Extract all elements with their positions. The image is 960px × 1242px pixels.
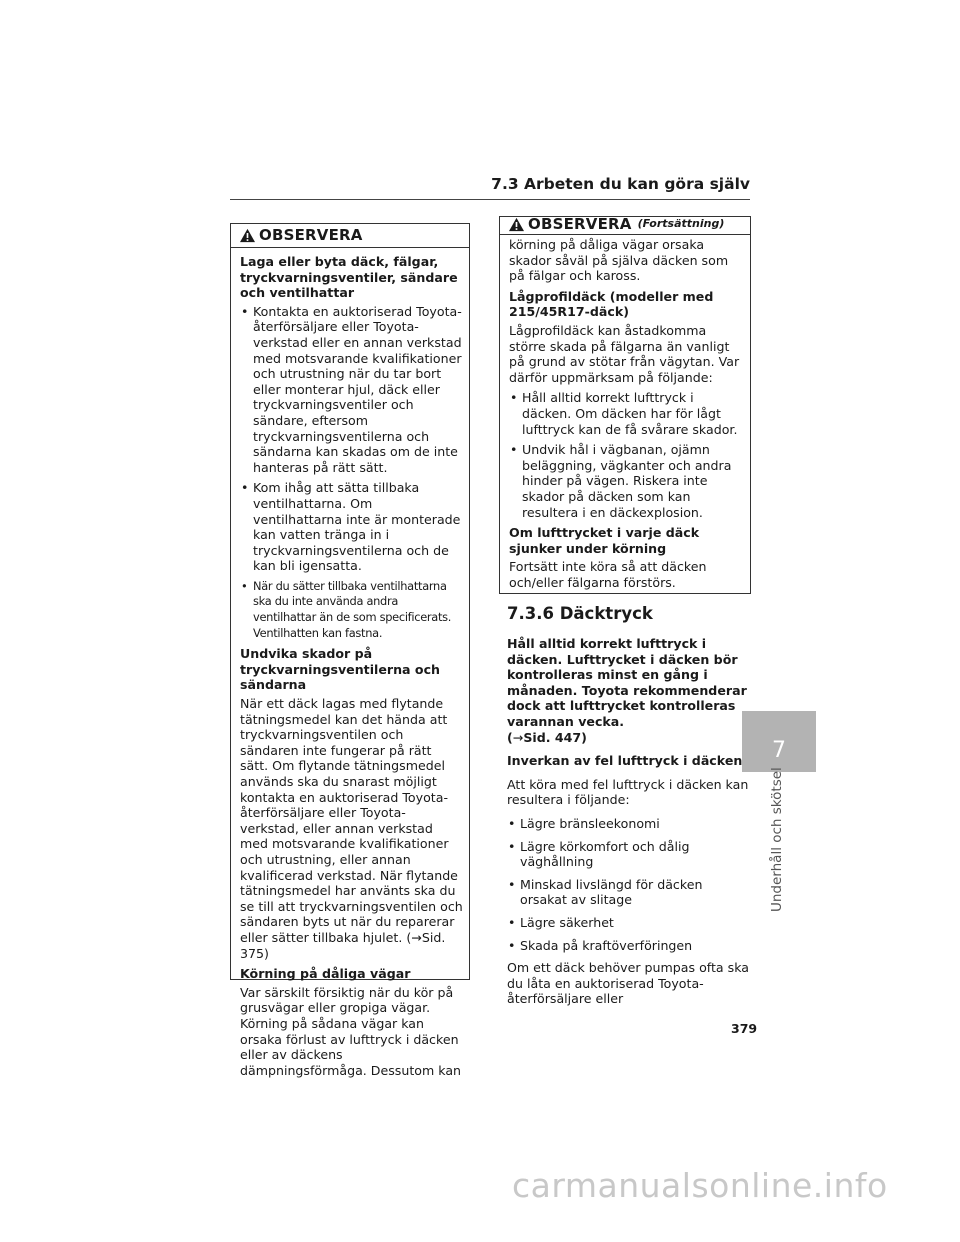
caution-title: OBSERVERA bbox=[259, 226, 363, 245]
chapter-label: Underhåll och skötsel bbox=[769, 767, 785, 912]
chapter-number: 7 bbox=[772, 737, 786, 763]
caution-title: OBSERVERA bbox=[528, 215, 632, 234]
caution-header bbox=[500, 217, 750, 235]
warning-triangle-icon bbox=[239, 228, 256, 243]
section-paragraph: Om ett däck behöver pumpas ofta ska du låta en auktoriserad Toyota-återförsäljare eller bbox=[507, 960, 749, 1007]
section-heading: Inverkan av fel lufttryck i däcken bbox=[507, 753, 743, 769]
section-tire-pressure bbox=[507, 604, 753, 1015]
caution-body bbox=[500, 235, 750, 590]
page-link[interactable]: Sid. 375) bbox=[240, 929, 446, 961]
page-link[interactable]: Sid. 447) bbox=[523, 729, 587, 745]
caution-header bbox=[231, 224, 469, 248]
warning-triangle-icon bbox=[508, 217, 525, 232]
watermark: carmanualsonline.info bbox=[512, 1166, 888, 1205]
list-item: • Minskad livslängd för däcken orsakat av slitage bbox=[507, 877, 753, 908]
effects-list bbox=[507, 816, 753, 953]
caution-body bbox=[231, 248, 469, 1078]
caution-heading: Undvika skador på tryckvarningsventilerna och sändarna bbox=[240, 646, 441, 693]
chapter-tab[interactable] bbox=[742, 711, 816, 772]
list-item: • När du sätter tillbaka ventilhattarna ska du inte använda andra ventilhattar än de som specificerats. Ventilhatten kan fastna. bbox=[240, 579, 463, 641]
caution-heading: Lågprofildäck (modeller med 215/45R17-däck) bbox=[509, 288, 714, 320]
list-item: • Lägre bränsleekonomi bbox=[507, 816, 753, 832]
caution-paragraph: Var särskilt försiktig när du kör på grusvägar eller gropiga vägar. Körning på sådana vägar kan orsaka förlust av lufttryck i däcken eller av däckens dämpningsförmåga. Dessutom kan bbox=[240, 984, 462, 1078]
caution-heading: Om lufttrycket i varje däck sjunker under körning bbox=[509, 525, 700, 556]
caution-paragraph: körning på dåliga vägar orsaka skador såväl på själva däcken som på fälgar och kaross. bbox=[509, 237, 729, 284]
list-item: • Undvik hål i vägbanan, ojämn beläggning, vägkanter och andra hinder på vägen. Riskera inte skador på däcken som kan resultera i en däckexplosion. bbox=[509, 442, 746, 520]
caution-list bbox=[240, 304, 463, 641]
list-item: • Lägre körkomfort och dålig väghållning bbox=[507, 839, 753, 870]
header-divider bbox=[230, 199, 750, 200]
caution-paragraph: Lågprofildäck kan åstadkomma större skada på fälgarna än vanligt på grund av stötar från vägytan. Var därför uppmärksam på följande: bbox=[509, 322, 740, 385]
arrow-icon: → bbox=[512, 729, 524, 745]
section-title: 7.3.6 Däcktryck bbox=[507, 604, 653, 623]
caution-list bbox=[509, 390, 746, 520]
section-intro: Håll alltid korrekt lufttryck i däcken. Lufttrycket i däcken bör kontrolleras minst en gång i månaden. Toyota rekommenderar dock att lufttrycket kontrolleras varannan vecka. (→Sid. 447) bbox=[507, 636, 747, 745]
caution-paragraph: När ett däck lagas med flytande tätningsmedel kan det hända att tryckvarningsventilen och sändaren inte fungerar på rätt sätt. Om flytande tätningsmedel används ska du snarast möjligt kontakta en auktoriserad Toyota-återförsäljare eller Toyota-verkstad, eller annan verkstad med motsvarande kvalifikationer och utrustning, eller annan kvalificerad verkstad. När flytande tätningsmedel har använts ska du se till att tryckvarningsventilen och sändaren byts ut när du reparerar eller sätter tillbaka hjulet. (→Sid. 375) bbox=[240, 696, 463, 961]
caution-box-right bbox=[499, 216, 751, 594]
list-item: • Håll alltid korrekt lufttryck i däcken. Om däcken har för lågt lufttryck kan de få svårare skador. bbox=[509, 390, 746, 437]
running-header: 7.3 Arbeten du kan göra själv bbox=[491, 175, 750, 193]
arrow-icon: → bbox=[411, 929, 422, 945]
caution-heading: Körning på dåliga vägar bbox=[240, 966, 411, 982]
page-number: 379 bbox=[731, 1021, 758, 1036]
list-item: • Kom ihåg att sätta tillbaka ventilhattarna. Om ventilhattarna inte är monterade kan vatten tränga in i tryckvarningsventilerna och de kan bli igensatta. bbox=[240, 480, 463, 574]
list-item: • Skada på kraftöverföringen bbox=[507, 938, 753, 954]
list-item: • Kontakta en auktoriserad Toyota-återförsäljare eller Toyota-verkstad eller en annan verkstad med motsvarande kvalifikationer och utrustning när du tar bort eller monterar hjul, däck eller tryckvarningsventiler och sändare, eftersom tryckvarningsventilerna och sändarna kan skadas om de inte hanteras på rätt sätt. bbox=[240, 304, 463, 476]
caution-paragraph: Fortsätt inte köra så att däcken och/eller fälgarna förstörs. bbox=[509, 559, 707, 590]
section-paragraph: Att köra med fel lufttryck i däcken kan resultera i följande: bbox=[507, 776, 749, 808]
list-item: • Lägre säkerhet bbox=[507, 915, 753, 931]
caution-heading: Laga eller byta däck, fälgar, tryckvarningsventiler, sändare och ventilhattar bbox=[240, 254, 458, 301]
continued-label: (Fortsättning) bbox=[637, 217, 725, 231]
caution-box-left bbox=[230, 223, 470, 1078]
